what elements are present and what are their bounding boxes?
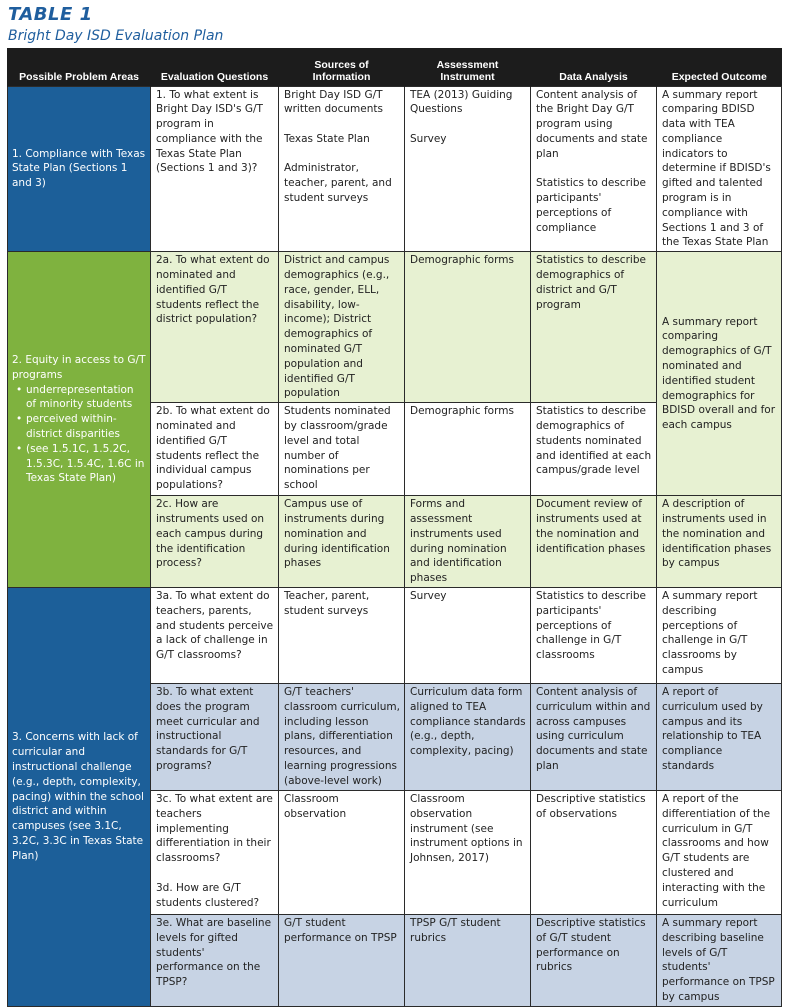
outcome-cell: A summary report comparing demographics of G/T nominated and identified student demographics for BDISD overall and for each campus xyxy=(657,252,782,496)
problem-area-2-bullets xyxy=(12,383,147,487)
question-cell: 2c. How are instruments used on each campus during the identification process? xyxy=(151,496,279,588)
sources-cell: District and campus demographics (e.g., race, gender, ELL, disability, low-income); District demographics of nominated G/T population and identified G/T population xyxy=(279,252,405,403)
sources-cell: Classroom observation xyxy=(279,791,405,915)
sources-cell: G/T teachers' classroom curriculum, including lesson plans, differentiation resources, and learning progressions (above-level work) xyxy=(279,684,405,791)
column-header-sources: Sources of Information xyxy=(279,48,405,86)
outcome-cell: A description of instruments used in the nomination and identification phases by campus xyxy=(657,496,782,588)
question-cell: 2a. To what extent do nominated and identified G/T students reflect the district population? xyxy=(151,252,279,403)
question-cell: 3c. To what extent are teachers implementing differentiation in their classrooms? 3d. How are G/T students clustered? xyxy=(151,791,279,915)
column-header-expected-outcome: Expected Outcome xyxy=(657,48,782,86)
instrument-cell: Demographic forms xyxy=(405,403,531,496)
instrument-cell: Survey xyxy=(405,588,531,684)
column-header-instrument: Assessment Instrument xyxy=(405,48,531,86)
table-subtitle: Bright Day ISD Evaluation Plan xyxy=(8,28,224,44)
analysis-cell: Content analysis of curriculum within and across campuses using curriculum documents and state plan xyxy=(531,684,657,791)
list-item: • (see 1.5.1C, 1.5.2C, 1.5.3C, 1.5.4C, 1.6C in Texas State Plan) xyxy=(26,442,147,486)
problem-area-1: 1. Compliance with Texas State Plan (Sections 1 and 3) xyxy=(8,86,151,252)
analysis-cell: Statistics to describe participants' perceptions of challenge in G/T classrooms xyxy=(531,588,657,684)
table-row xyxy=(8,252,782,403)
sources-cell: G/T student performance on TPSP xyxy=(279,915,405,1007)
table-row xyxy=(8,86,782,252)
analysis-cell: Statistics to describe demographics of district and G/T program xyxy=(531,252,657,403)
analysis-cell: Statistics to describe demographics of students nominated and identified at each campus/grade level xyxy=(531,403,657,496)
problem-area-2-title: 2. Equity in access to G/T programs xyxy=(12,354,146,381)
problem-area-2 xyxy=(8,252,151,588)
instrument-cell: TEA (2013) Guiding Questions Survey xyxy=(405,86,531,252)
analysis-cell: Document review of instruments used at the nomination and identification phases xyxy=(531,496,657,588)
evaluation-plan-table xyxy=(7,48,782,1007)
analysis-cell: Descriptive statistics of observations xyxy=(531,791,657,915)
outcome-cell: A summary report comparing BDISD data with TEA compliance indicators to determine if BDISD's gifted and talented program is in compliance with Sections 1 and 3 of the Texas State Plan xyxy=(657,86,782,252)
table-title: TABLE 1 xyxy=(8,4,93,25)
outcome-cell: A report of curriculum used by campus and its relationship to TEA compliance standards xyxy=(657,684,782,791)
list-item: • perceived within-district disparities xyxy=(26,412,147,442)
column-header-evaluation-questions: Evaluation Questions xyxy=(151,48,279,86)
header-row xyxy=(8,48,782,86)
sources-cell: Bright Day ISD G/T written documents Texas State Plan Administrator, teacher, parent, and student surveys xyxy=(279,86,405,252)
list-item: • underrepresentation of minority students xyxy=(26,383,147,413)
question-cell: 3e. What are baseline levels for gifted students' performance on the TPSP? xyxy=(151,915,279,1007)
instrument-cell: Forms and assessment instruments used during nomination and identification phases xyxy=(405,496,531,588)
sources-cell: Teacher, parent, student surveys xyxy=(279,588,405,684)
table-row xyxy=(8,588,782,684)
question-cell: 3a. To what extent do teachers, parents, and students perceive a lack of challenge in G/T classrooms? xyxy=(151,588,279,684)
instrument-cell: TPSP G/T student rubrics xyxy=(405,915,531,1007)
instrument-cell: Curriculum data form aligned to TEA compliance standards (e.g., depth, complexity, pacing) xyxy=(405,684,531,791)
outcome-cell: A summary report describing perceptions of challenge in G/T classrooms by campus xyxy=(657,588,782,684)
question-cell: 2b. To what extent do nominated and identified G/T students reflect the individual campus populations? xyxy=(151,403,279,496)
problem-area-3: 3. Concerns with lack of curricular and instructional challenge (e.g., depth, complexity, pacing) within the school district and within campuses (see 3.1C, 3.2C, 3.3C in Texas State Plan) xyxy=(8,588,151,1007)
analysis-cell: Descriptive statistics of G/T student performance on rubrics xyxy=(531,915,657,1007)
outcome-cell: A summary report describing baseline levels of G/T students' performance on TPSP by campus xyxy=(657,915,782,1007)
instrument-cell: Demographic forms xyxy=(405,252,531,403)
outcome-cell: A report of the differentiation of the curriculum in G/T classrooms and how G/T students are clustered and interacting with the curriculum xyxy=(657,791,782,915)
question-cell: 3b. To what extent does the program meet curricular and instructional standards for G/T programs? xyxy=(151,684,279,791)
column-header-problem-areas: Possible Problem Areas xyxy=(8,48,151,86)
analysis-cell: Content analysis of the Bright Day G/T program using documents and state plan Statistics to describe participants' perceptions of compliance xyxy=(531,86,657,252)
instrument-cell: Classroom observation instrument (see instrument options in Johnsen, 2017) xyxy=(405,791,531,915)
column-header-data-analysis: Data Analysis xyxy=(531,48,657,86)
sources-cell: Campus use of instruments during nomination and during identification phases xyxy=(279,496,405,588)
sources-cell: Students nominated by classroom/grade level and total number of nominations per school xyxy=(279,403,405,496)
question-cell: 1. To what extent is Bright Day ISD's G/T program in compliance with the Texas State Plan (Sections 1 and 3)? xyxy=(151,86,279,252)
